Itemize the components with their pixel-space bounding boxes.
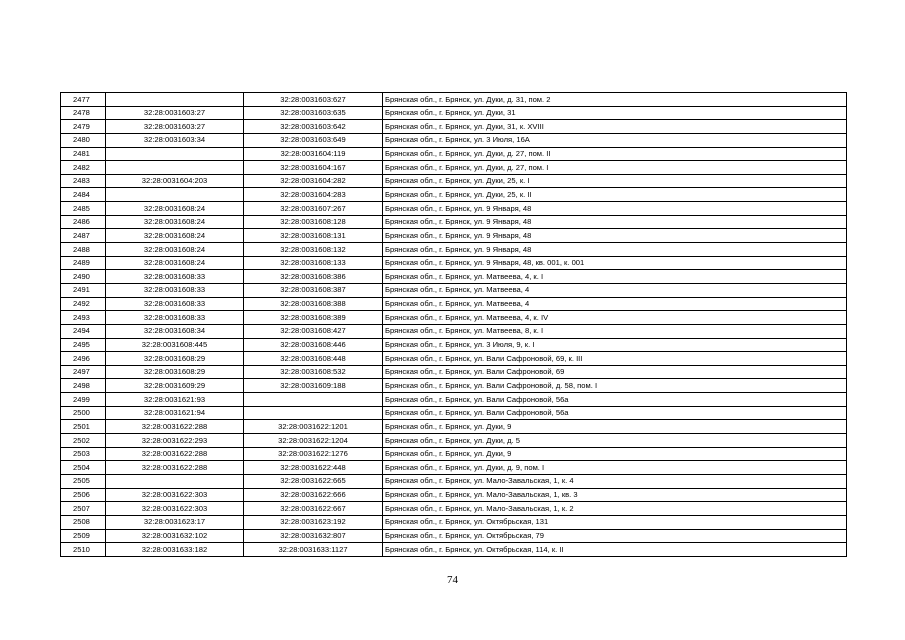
land-cadastral-number-cell: 32:28:0031622:288 [106,461,244,475]
address-cell: Брянская обл., г. Брянск, ул. Вали Сафроновой, 56а [383,393,847,407]
address-cell: Брянская обл., г. Брянск, ул. Мало-Завальская, 1, к. 2 [383,502,847,516]
land-cadastral-number-cell: 32:28:0031608:24 [106,243,244,257]
address-cell: Брянская обл., г. Брянск, ул. Вали Сафроновой, д. 58, пом. I [383,379,847,393]
address-cell: Брянская обл., г. Брянск, ул. Мало-Завальская, 1, к. 4 [383,474,847,488]
land-cadastral-number-cell: 32:28:0031604:203 [106,174,244,188]
address-cell: Брянская обл., г. Брянск, ул. Дуки, д. 5 [383,434,847,448]
row-number-cell: 2481 [61,147,106,161]
land-cadastral-number-cell: 32:28:0031608:33 [106,283,244,297]
building-cadastral-number-cell: 32:28:0031603:627 [244,93,383,107]
table-row [61,229,847,243]
building-cadastral-number-cell: 32:28:0031608:389 [244,311,383,325]
row-number-cell: 2497 [61,365,106,379]
address-cell: Брянская обл., г. Брянск, ул. Дуки, 25, к. I [383,174,847,188]
building-cadastral-number-cell: 32:28:0031623:192 [244,515,383,529]
table-row [61,202,847,216]
address-cell: Брянская обл., г. Брянск, ул. Октябрьская, 114, к. II [383,543,847,557]
building-cadastral-number-cell: 32:28:0031632:807 [244,529,383,543]
address-cell: Брянская обл., г. Брянск, ул. 9 Января, 48 [383,215,847,229]
table-row [61,365,847,379]
address-cell: Брянская обл., г. Брянск, ул. Матвеева, 4 [383,283,847,297]
building-cadastral-number-cell: 32:28:0031608:387 [244,283,383,297]
address-cell: Брянская обл., г. Брянск, ул. 9 Января, 48 [383,229,847,243]
building-cadastral-number-cell: 32:28:0031622:448 [244,461,383,475]
row-number-cell: 2488 [61,243,106,257]
address-cell: Брянская обл., г. Брянск, ул. Дуки, 25, к. II [383,188,847,202]
building-cadastral-number-cell: 32:28:0031608:388 [244,297,383,311]
land-cadastral-number-cell [106,188,244,202]
building-cadastral-number-cell: 32:28:0031608:133 [244,256,383,270]
building-cadastral-number-cell: 32:28:0031603:642 [244,120,383,134]
table-row [61,174,847,188]
land-cadastral-number-cell [106,161,244,175]
table-row [61,215,847,229]
table-row [61,529,847,543]
row-number-cell: 2479 [61,120,106,134]
land-cadastral-number-cell: 32:28:0031608:33 [106,270,244,284]
row-number-cell: 2490 [61,270,106,284]
land-cadastral-number-cell: 32:28:0031608:34 [106,324,244,338]
building-cadastral-number-cell: 32:28:0031608:131 [244,229,383,243]
table-row [61,120,847,134]
building-cadastral-number-cell: 32:28:0031608:448 [244,352,383,366]
address-cell: Брянская обл., г. Брянск, ул. 9 Января, 48, кв. 001, к. 001 [383,256,847,270]
row-number-cell: 2509 [61,529,106,543]
land-cadastral-number-cell: 32:28:0031603:34 [106,133,244,147]
table-row [61,147,847,161]
building-cadastral-number-cell [244,393,383,407]
row-number-cell: 2498 [61,379,106,393]
land-cadastral-number-cell: 32:28:0031608:33 [106,297,244,311]
row-number-cell: 2493 [61,311,106,325]
address-cell: Брянская обл., г. Брянск, ул. 9 Января, 48 [383,243,847,257]
table-row [61,502,847,516]
table-row [61,352,847,366]
building-cadastral-number-cell: 32:28:0031607:267 [244,202,383,216]
address-cell: Брянская обл., г. Брянск, ул. Матвеева, 8, к. I [383,324,847,338]
row-number-cell: 2489 [61,256,106,270]
table-row [61,515,847,529]
row-number-cell: 2499 [61,393,106,407]
land-cadastral-number-cell: 32:28:0031608:24 [106,215,244,229]
table-row [61,379,847,393]
address-cell: Брянская обл., г. Брянск, ул. Матвеева, 4 [383,297,847,311]
table-row [61,311,847,325]
table-row [61,256,847,270]
row-number-cell: 2504 [61,461,106,475]
row-number-cell: 2494 [61,324,106,338]
property-table [60,92,847,557]
table-row [61,324,847,338]
table-row [61,338,847,352]
land-cadastral-number-cell: 32:28:0031608:33 [106,311,244,325]
building-cadastral-number-cell: 32:28:0031608:446 [244,338,383,352]
building-cadastral-number-cell: 32:28:0031604:119 [244,147,383,161]
building-cadastral-number-cell: 32:28:0031633:1127 [244,543,383,557]
table-row [61,188,847,202]
address-cell: Брянская обл., г. Брянск, ул. 3 Июля, 16А [383,133,847,147]
building-cadastral-number-cell: 32:28:0031604:167 [244,161,383,175]
building-cadastral-number-cell: 32:28:0031608:427 [244,324,383,338]
address-cell: Брянская обл., г. Брянск, ул. Дуки, д. 27, пом. I [383,161,847,175]
land-cadastral-number-cell: 32:28:0031608:29 [106,352,244,366]
row-number-cell: 2485 [61,202,106,216]
address-cell: Брянская обл., г. Брянск, ул. Дуки, д. 27, пом. II [383,147,847,161]
building-cadastral-number-cell: 32:28:0031622:665 [244,474,383,488]
land-cadastral-number-cell [106,474,244,488]
table-row [61,474,847,488]
address-cell: Брянская обл., г. Брянск, ул. Октябрьская, 131 [383,515,847,529]
page-number: 74 [447,574,458,586]
building-cadastral-number-cell: 32:28:0031608:132 [244,243,383,257]
building-cadastral-number-cell: 32:28:0031622:667 [244,502,383,516]
row-number-cell: 2477 [61,93,106,107]
address-cell: Брянская обл., г. Брянск, ул. Дуки, 31, к. XVIII [383,120,847,134]
land-cadastral-number-cell: 32:28:0031608:29 [106,365,244,379]
building-cadastral-number-cell: 32:28:0031609:188 [244,379,383,393]
building-cadastral-number-cell: 32:28:0031622:666 [244,488,383,502]
table-row [61,106,847,120]
table-row [61,420,847,434]
address-cell: Брянская обл., г. Брянск, ул. Матвеева, 4, к. I [383,270,847,284]
building-cadastral-number-cell: 32:28:0031608:532 [244,365,383,379]
address-cell: Брянская обл., г. Брянск, ул. Вали Сафроновой, 69, к. III [383,352,847,366]
land-cadastral-number-cell: 32:28:0031622:288 [106,447,244,461]
land-cadastral-number-cell [106,93,244,107]
land-cadastral-number-cell: 32:28:0031621:94 [106,406,244,420]
building-cadastral-number-cell: 32:28:0031604:283 [244,188,383,202]
land-cadastral-number-cell: 32:28:0031622:288 [106,420,244,434]
land-cadastral-number-cell: 32:28:0031603:27 [106,106,244,120]
land-cadastral-number-cell: 32:28:0031622:303 [106,502,244,516]
row-number-cell: 2496 [61,352,106,366]
address-cell: Брянская обл., г. Брянск, ул. Дуки, 9 [383,420,847,434]
table-row [61,393,847,407]
building-cadastral-number-cell: 32:28:0031604:282 [244,174,383,188]
land-cadastral-number-cell: 32:28:0031622:293 [106,434,244,448]
row-number-cell: 2501 [61,420,106,434]
address-cell: Брянская обл., г. Брянск, ул. Дуки, д. 31, пом. 2 [383,93,847,107]
table-row [61,93,847,107]
row-number-cell: 2482 [61,161,106,175]
land-cadastral-number-cell: 32:28:0031609:29 [106,379,244,393]
land-cadastral-number-cell [106,147,244,161]
row-number-cell: 2492 [61,297,106,311]
row-number-cell: 2507 [61,502,106,516]
land-cadastral-number-cell: 32:28:0031608:24 [106,202,244,216]
building-cadastral-number-cell: 32:28:0031622:1204 [244,434,383,448]
address-cell: Брянская обл., г. Брянск, ул. Октябрьская, 79 [383,529,847,543]
table-row [61,243,847,257]
table-row [61,461,847,475]
building-cadastral-number-cell: 32:28:0031622:1276 [244,447,383,461]
land-cadastral-number-cell: 32:28:0031632:102 [106,529,244,543]
table-row [61,297,847,311]
address-cell: Брянская обл., г. Брянск, ул. Матвеева, 4, к. IV [383,311,847,325]
table-row [61,406,847,420]
address-cell: Брянская обл., г. Брянск, ул. Мало-Завальская, 1, кв. 3 [383,488,847,502]
table-row [61,283,847,297]
land-cadastral-number-cell: 32:28:0031633:182 [106,543,244,557]
table-row [61,434,847,448]
row-number-cell: 2505 [61,474,106,488]
row-number-cell: 2503 [61,447,106,461]
row-number-cell: 2486 [61,215,106,229]
table-row [61,270,847,284]
address-cell: Брянская обл., г. Брянск, ул. Дуки, 31 [383,106,847,120]
row-number-cell: 2484 [61,188,106,202]
table-row [61,543,847,557]
address-cell: Брянская обл., г. Брянск, ул. 9 Января, 48 [383,202,847,216]
table-row [61,161,847,175]
row-number-cell: 2483 [61,174,106,188]
row-number-cell: 2491 [61,283,106,297]
address-cell: Брянская обл., г. Брянск, ул. Дуки, 9 [383,447,847,461]
row-number-cell: 2510 [61,543,106,557]
row-number-cell: 2495 [61,338,106,352]
building-cadastral-number-cell: 32:28:0031608:386 [244,270,383,284]
row-number-cell: 2508 [61,515,106,529]
building-cadastral-number-cell: 32:28:0031603:649 [244,133,383,147]
building-cadastral-number-cell: 32:28:0031622:1201 [244,420,383,434]
row-number-cell: 2478 [61,106,106,120]
land-cadastral-number-cell: 32:28:0031608:24 [106,256,244,270]
building-cadastral-number-cell: 32:28:0031608:128 [244,215,383,229]
land-cadastral-number-cell: 32:28:0031623:17 [106,515,244,529]
address-cell: Брянская обл., г. Брянск, ул. Вали Сафроновой, 69 [383,365,847,379]
row-number-cell: 2502 [61,434,106,448]
land-cadastral-number-cell: 32:28:0031608:24 [106,229,244,243]
table-row [61,447,847,461]
address-cell: Брянская обл., г. Брянск, ул. Дуки, д. 9, пом. I [383,461,847,475]
property-table-body [61,93,847,557]
row-number-cell: 2487 [61,229,106,243]
table-row [61,133,847,147]
land-cadastral-number-cell: 32:28:0031622:303 [106,488,244,502]
table-row [61,488,847,502]
row-number-cell: 2500 [61,406,106,420]
address-cell: Брянская обл., г. Брянск, ул. Вали Сафроновой, 56а [383,406,847,420]
land-cadastral-number-cell: 32:28:0031621:93 [106,393,244,407]
building-cadastral-number-cell [244,406,383,420]
land-cadastral-number-cell: 32:28:0031608:445 [106,338,244,352]
address-cell: Брянская обл., г. Брянск, ул. 3 Июля, 9, к. I [383,338,847,352]
row-number-cell: 2506 [61,488,106,502]
building-cadastral-number-cell: 32:28:0031603:635 [244,106,383,120]
land-cadastral-number-cell: 32:28:0031603:27 [106,120,244,134]
row-number-cell: 2480 [61,133,106,147]
